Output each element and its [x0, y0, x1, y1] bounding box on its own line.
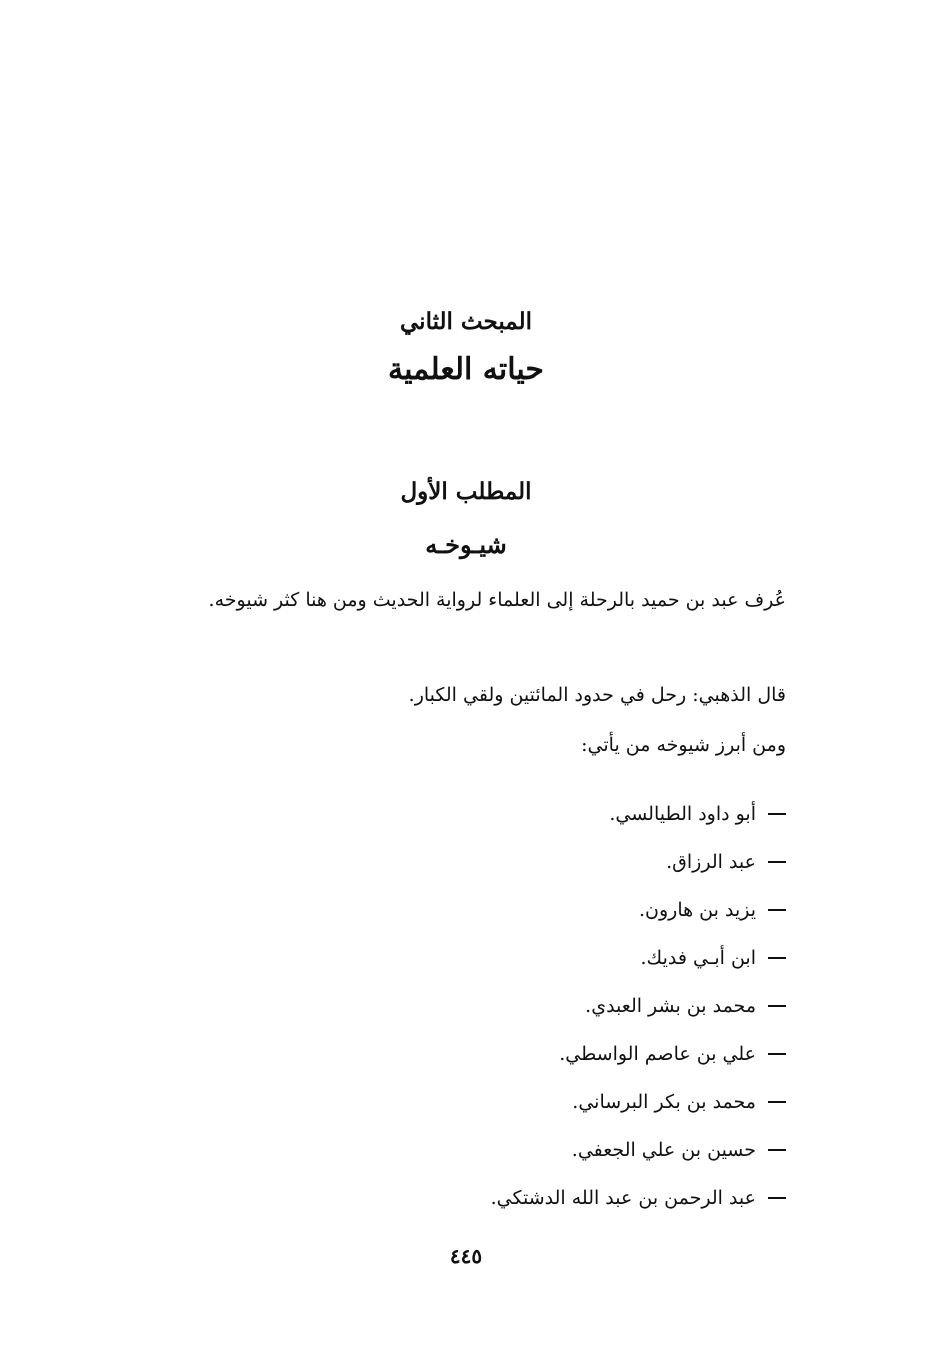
teacher-name: محمد بن بشر العبدي. [585, 995, 756, 1017]
list-item [491, 1078, 786, 1126]
intro-paragraph: عُرف عبد بن حميد بالرحلة إلى العلماء لرواية الحديث ومن هنا كثر شيوخه. [208, 589, 786, 611]
teachers-list [491, 790, 786, 1222]
list-item [491, 838, 786, 886]
teachers-list-intro: ومن أبرز شيوخه من يأتي: [581, 734, 786, 756]
list-item [491, 790, 786, 838]
list-item [491, 1126, 786, 1174]
teacher-name: محمد بن بكر البرساني. [572, 1091, 756, 1113]
teacher-name: عبد الرحمن بن عبد الله الدشتكي. [490, 1187, 756, 1209]
teacher-name: عبد الرزاق. [666, 851, 756, 873]
dhahabi-quote: قال الذهبي: رحل في حدود المائتين ولقي الكبار. [408, 684, 786, 706]
dash-bullet-icon [768, 1005, 786, 1007]
list-item [491, 982, 786, 1030]
dash-bullet-icon [768, 1053, 786, 1055]
teacher-name: أبو داود الطيالسي. [609, 803, 756, 825]
teacher-name: ابن أبـي فديك. [640, 947, 756, 969]
dash-bullet-icon [768, 1197, 786, 1199]
section-title: شيـوخـه [425, 530, 507, 559]
list-item [491, 934, 786, 982]
chapter-label: المبحث الثاني [400, 308, 532, 335]
teacher-name: يزيد بن هارون. [638, 899, 756, 921]
dash-bullet-icon [768, 813, 786, 815]
list-item [491, 1174, 786, 1222]
dash-bullet-icon [768, 957, 786, 959]
section-label: المطلب الأول [400, 478, 532, 505]
teacher-name: حسين بن علي الجعفي. [571, 1139, 756, 1161]
teacher-name: علي بن عاصم الواسطي. [559, 1043, 756, 1065]
dash-bullet-icon [768, 1149, 786, 1151]
chapter-title: حياته العلمية [388, 352, 544, 387]
page-number: ٤٤٥ [449, 1244, 483, 1268]
list-item [491, 886, 786, 934]
dash-bullet-icon [768, 861, 786, 863]
dash-bullet-icon [768, 909, 786, 911]
dash-bullet-icon [768, 1101, 786, 1103]
list-item [491, 1030, 786, 1078]
